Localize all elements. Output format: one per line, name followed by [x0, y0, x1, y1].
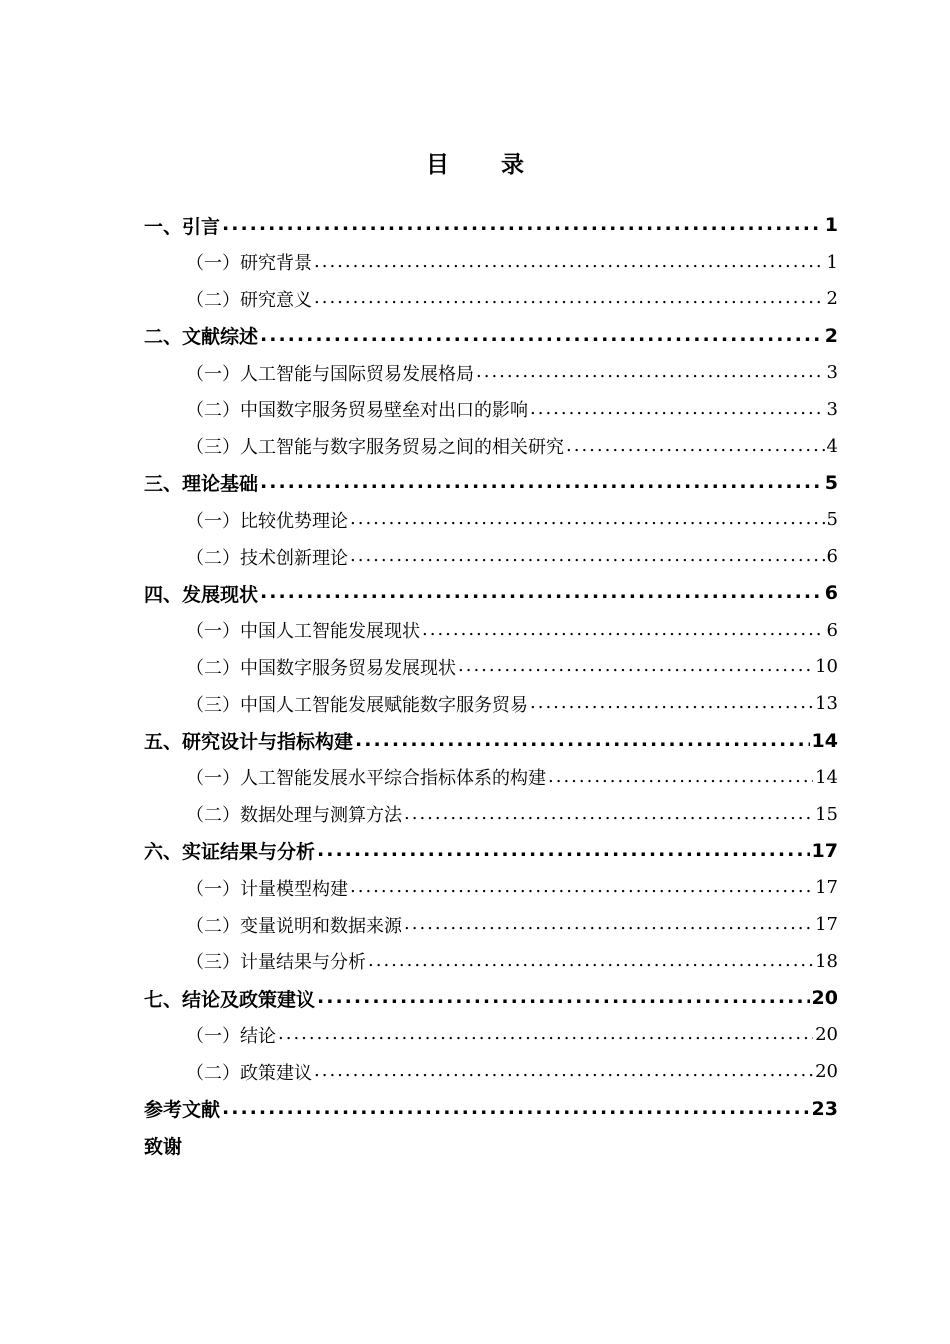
toc-entry-title: （二）技术创新理论	[186, 547, 348, 569]
toc-entry-title: （一）比较优势理论	[186, 510, 348, 532]
toc-entry-title: （三）计量结果与分析	[186, 952, 366, 974]
toc-dot-leader	[314, 1060, 813, 1081]
toc-page-number: 3	[826, 398, 838, 420]
toc-entry-title: （二）中国数字服务贸易壁垒对出口的影响	[186, 400, 528, 422]
toc-page-number: 4	[826, 435, 838, 457]
toc-dot-leader	[404, 913, 813, 934]
toc-section-entry[interactable]	[144, 906, 838, 943]
toc-entry-title: 参考文献	[144, 1099, 221, 1122]
toc-entry-title: 一、引言	[144, 215, 221, 238]
toc-chapter-entry[interactable]	[144, 980, 838, 1017]
toc-section-entry[interactable]	[144, 649, 838, 686]
toc-page-number: 5	[824, 471, 838, 494]
toc-entry-title: （二）政策建议	[186, 1062, 312, 1084]
toc-page-number: 20	[815, 1061, 838, 1083]
toc-entry-title: （三）人工智能与数字服务贸易之间的相关研究	[186, 437, 564, 459]
toc-page-number: 2	[824, 324, 838, 347]
toc-chapter-entry[interactable]	[144, 465, 838, 502]
toc-section-entry[interactable]	[144, 244, 838, 281]
toc-section-entry[interactable]	[144, 538, 838, 575]
toc-chapter-entry[interactable]	[144, 833, 838, 870]
toc-entry-title: 七、结论及政策建议	[144, 988, 316, 1011]
toc-dot-leader	[222, 1097, 810, 1119]
toc-section-entry[interactable]	[144, 501, 838, 538]
toc-dot-leader	[314, 251, 825, 272]
toc-dot-leader	[355, 729, 810, 751]
toc-page-number: 14	[811, 729, 838, 752]
toc-dot-leader	[350, 876, 813, 897]
toc-dot-leader	[566, 435, 825, 456]
toc-dot-leader	[530, 398, 825, 419]
toc-chapter-entry[interactable]	[144, 1127, 838, 1164]
toc-section-entry[interactable]	[144, 1017, 838, 1054]
toc-section-entry[interactable]	[144, 354, 838, 391]
toc-dot-leader	[222, 213, 823, 235]
toc-page-number: 1	[824, 214, 838, 237]
toc-section-entry[interactable]	[144, 943, 838, 980]
toc-dot-leader	[368, 950, 813, 971]
toc-entry-title: （一）计量模型构建	[186, 878, 348, 900]
toc-page-number: 20	[815, 1024, 838, 1046]
toc-chapter-entry[interactable]	[144, 317, 838, 354]
toc-dot-leader	[317, 839, 810, 861]
toc-page-number: 14	[815, 766, 838, 788]
toc-section-entry[interactable]	[144, 428, 838, 465]
toc-dot-leader	[350, 545, 825, 566]
toc-entry-title: （一）结论	[186, 1025, 276, 1047]
toc-page-number: 5	[826, 509, 838, 531]
toc-page-number: 13	[815, 693, 838, 715]
toc-dot-leader	[317, 986, 810, 1008]
toc-dot-leader	[278, 1023, 813, 1044]
toc-section-entry[interactable]	[144, 1053, 838, 1090]
toc-dot-leader	[404, 803, 813, 824]
toc-page-number: 23	[811, 1097, 838, 1120]
toc-dot-leader	[314, 287, 825, 308]
toc-page-number: 6	[824, 582, 838, 605]
toc-dot-leader	[260, 581, 823, 603]
toc-section-entry[interactable]	[144, 869, 838, 906]
toc-section-entry[interactable]	[144, 685, 838, 722]
toc-page-number: 6	[826, 546, 838, 568]
toc-page-number: 17	[815, 914, 838, 936]
toc-page-number: 3	[826, 362, 838, 384]
toc-section-entry[interactable]	[144, 281, 838, 318]
toc-page-number: 6	[826, 619, 838, 641]
toc-page-number: 17	[815, 877, 838, 899]
toc-entry-title: （一）中国人工智能发展现状	[186, 621, 420, 643]
toc-dot-leader	[422, 619, 825, 640]
toc-dot-leader	[458, 655, 813, 676]
toc-chapter-entry[interactable]	[144, 1090, 838, 1127]
toc-dot-leader	[260, 324, 823, 346]
toc-page-number: 17	[811, 839, 838, 862]
toc-entry-title: （二）变量说明和数据来源	[186, 915, 402, 937]
toc-dot-leader	[260, 471, 823, 493]
toc-entry-title: （二）研究意义	[186, 289, 312, 311]
toc-chapter-entry[interactable]	[144, 722, 838, 759]
toc-entry-title: （二）数据处理与测算方法	[186, 805, 402, 827]
toc-page-number: 2	[826, 288, 838, 310]
table-of-contents	[144, 207, 838, 1164]
toc-entry-title: （三）中国人工智能发展赋能数字服务贸易	[186, 694, 528, 716]
toc-section-entry[interactable]	[144, 759, 838, 796]
toc-entry-title: （一）人工智能与国际贸易发展格局	[186, 363, 474, 385]
toc-entry-title: 致谢	[144, 1135, 183, 1158]
toc-entry-title: 六、实证结果与分析	[144, 841, 316, 864]
toc-page-number: 18	[815, 950, 838, 972]
toc-entry-title: （二）中国数字服务贸易发展现状	[186, 657, 456, 679]
toc-page-number: 20	[811, 987, 838, 1010]
toc-page-number: 15	[815, 803, 838, 825]
toc-dot-leader	[530, 692, 813, 713]
page-title: 目录	[426, 152, 576, 178]
toc-section-entry[interactable]	[144, 796, 838, 833]
toc-page-number: 10	[815, 656, 838, 678]
toc-entry-title: 五、研究设计与指标构建	[144, 731, 354, 754]
toc-page-number: 1	[826, 251, 838, 273]
toc-chapter-entry[interactable]	[144, 207, 838, 244]
toc-entry-title: 四、发展现状	[144, 583, 259, 606]
toc-entry-title: （一）研究背景	[186, 253, 312, 275]
toc-entry-title: 三、理论基础	[144, 473, 259, 496]
toc-dot-leader	[476, 361, 825, 382]
toc-entry-title: （一）人工智能发展水平综合指标体系的构建	[186, 768, 546, 790]
toc-chapter-entry[interactable]	[144, 575, 838, 612]
toc-dot-leader	[548, 766, 813, 787]
toc-section-entry[interactable]	[144, 612, 838, 649]
toc-section-entry[interactable]	[144, 391, 838, 428]
toc-dot-leader	[350, 508, 825, 529]
toc-entry-title: 二、文献综述	[144, 326, 259, 349]
